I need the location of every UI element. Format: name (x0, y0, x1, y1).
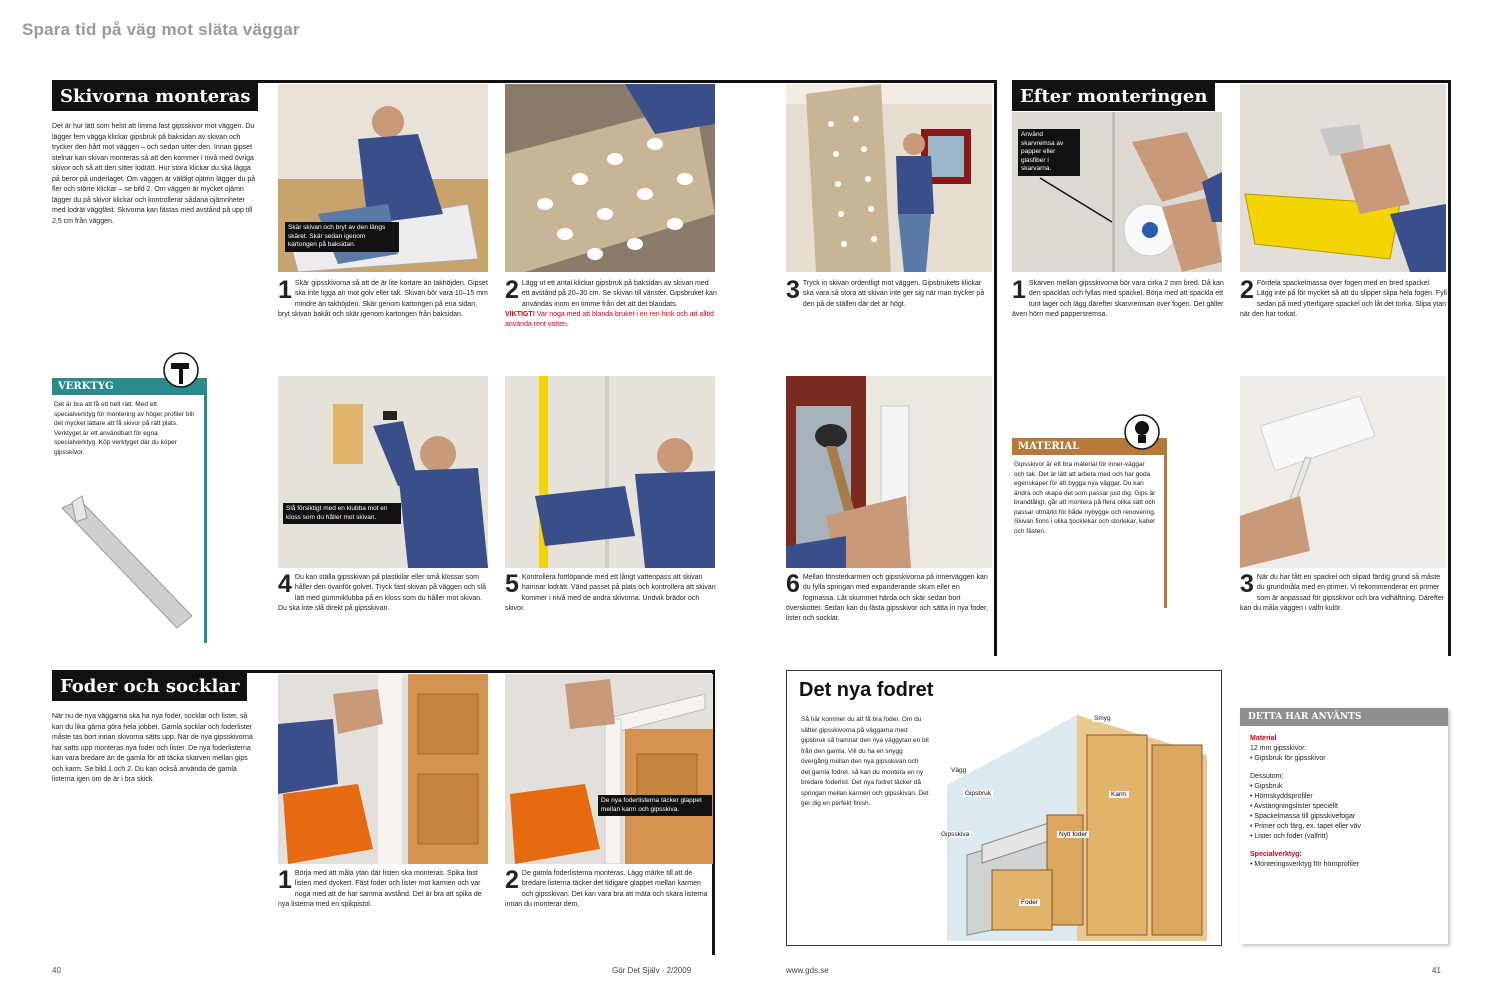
magazine-url: www.gds.se (786, 966, 829, 975)
step-text-6: Mellan fönsterkarmen och gipsskivorna på innerväggen kan du fylla springan med expanderande skum eller en fogmassa. Låt skummet härda och skär sedan bort överskottet. Sedan kan du fästa gipsskivor och sätta in nya foder, lister och socklar. (786, 574, 988, 623)
efter-step-number-3: 3 (1240, 570, 1254, 598)
fodret-box (786, 670, 1222, 946)
caption-step-4 (278, 570, 490, 614)
photo-step-3 (786, 84, 992, 272)
label-nytt-foder: Nytt foder (1059, 831, 1088, 838)
photo-efter-3 (1240, 376, 1446, 568)
used-material-item-1: 12 mm gipsskivor: (1250, 745, 1307, 752)
verktyg-text: Det är bra att få ett helt rätt. Med ett specialverktyg för montering av höger profiler blir det mycket lättare att få skivor på rätt plats. Verktyget är ett användbart för egna specialverktyg. Köp verktyget där du köper gipsskivor. (54, 401, 195, 456)
photo-foder-1 (278, 674, 488, 864)
running-head: Spara tid på väg mot släta väggar (22, 20, 300, 39)
label-foder: Foder (1021, 899, 1038, 906)
step-number-5: 5 (505, 570, 519, 598)
photo-step-6 (786, 376, 992, 568)
caption-step-6 (786, 570, 990, 624)
intro-text-skivorna: Det är hur lätt som helst att limma fast gipsskivor mot väggen. Du lägger fem vägga klickar gipsbruk på baksidan av skivan och trycker den hårt mot väggen – och sedan sitter den. Innan gipset stelnar kan skivan monteras så att den kommer i nivå med övriga skivor och så att den sitter lodrätt. Hur stora klickar du ska lägga på beror på underlaget. Om väggen är väldigt ojämn lägger du på fler och större klickar – se bild 2. Om väggen är mycket ojämn lägger du på skivor klickar och kontrollerar sådana ojämnheter med lodrät väggfäst. Skivorna kan fästas med avstånd på upp till 2,5 cm från väggen. (52, 123, 256, 225)
label-gipsskiva: Gipsskiva (941, 831, 970, 838)
used-other-item-6: • Lister och foder (valfritt) (1250, 833, 1328, 840)
used-other-item-5: • Primer och färg, ex. tapet eller väv (1250, 823, 1362, 830)
callout-step-4: Slå försiktigt med en klubba mot en kloss som du håller mot skivan. (283, 503, 401, 524)
used-other-item-4: • Spackelmassa till gipsskivefogar (1250, 813, 1356, 820)
caption-efter-3 (1240, 570, 1448, 614)
label-smyg: Smyg (1094, 715, 1111, 722)
efter-step-text-1: Skarven mellan gipsskivorna bör vara cirka 2 mm bred. Då kan den spacklas och fyllas med spackel. Börja med att spackla ett tunt lager och lägg därefter skarvremsan över fogen. Det gäller även hörn med pappersremsa. (1012, 280, 1224, 318)
used-special-label: Specialverktyg: (1250, 851, 1302, 858)
used-material-item-2: • Gipsbruk för gipsskivor (1250, 755, 1326, 762)
foder-step-number-2: 2 (505, 866, 519, 894)
step-number-1: 1 (278, 276, 292, 304)
caption-step-5 (505, 570, 717, 614)
step-number-4: 4 (278, 570, 292, 598)
used-list (1240, 726, 1448, 878)
caption-efter-2 (1240, 276, 1448, 320)
efter-step-number-1: 1 (1012, 276, 1026, 304)
used-material-label: Material (1250, 735, 1277, 742)
step-number-3: 3 (786, 276, 800, 304)
step-text-4: Du kan ställa gipsskivan på plastkilar eller små klossar som håller den ovanför golvet. Tryck fast skivan på väggen och slå lätt med gummiklubba på en kloss som du håller mot skivan. Du ska inte slå direkt på gipsskivan. (278, 574, 486, 612)
caption-foder-2 (505, 866, 711, 910)
fodret-title: Det nya fodret (799, 679, 934, 701)
label-gipsbruk: Gipsbruk (965, 790, 992, 797)
hammer-icon (160, 350, 202, 390)
label-karm: Karm (1111, 791, 1127, 798)
caption-foder-1 (278, 866, 490, 910)
step-number-2: 2 (505, 276, 519, 304)
photo-step-5 (505, 376, 715, 568)
used-other-label: Dessutom: (1250, 773, 1284, 780)
used-other-item-2: • Hörnskyddsprofiler (1250, 793, 1313, 800)
caption-efter-1 (1012, 276, 1224, 320)
step-text-5: Kontrollera fortlöpande med ett långt vattenpass att skivan hamnar lodrätt. Vänd passet på plats och kontrollera att skivan kommer i nivå med de andra skivorna. Undvik brädor och skivor. (505, 574, 716, 612)
caption-step-1 (278, 276, 490, 320)
step-number-6: 6 (786, 570, 800, 598)
foder-step-number-1: 1 (278, 866, 292, 894)
section-title-efter: Efter monteringen (1012, 82, 1215, 111)
callout-efter-1: Använd skarvremsa av papper eller glasfiber i skarvarna. (1018, 129, 1080, 176)
caption-step-3 (786, 276, 990, 310)
lightbulb-icon (1122, 412, 1162, 452)
material-box (1012, 438, 1167, 608)
used-title: DETTA HAR ANVÄNTS (1240, 708, 1448, 726)
photo-step-2 (505, 84, 715, 272)
fodret-illustration (927, 695, 1217, 941)
callout-foder-2: De nya foderlisterna täcker glappet mellan karm och gipsskiva. (598, 795, 712, 816)
efter-step-text-2: Fördela spackelmassa över fogen med en bred spackel. Lägg inte på för mycket så att du slipper slipa hela fogen. Fyll sedan på med ytterligare spackel och låt det torka. Slipa ytan när den har torkat. (1240, 280, 1447, 318)
efter-step-number-2: 2 (1240, 276, 1254, 304)
page-number-left: 40 (52, 966, 61, 975)
warning-text: Var noga med att blanda bruket i en ren hink och att alltid använda rent vatten. (505, 310, 714, 329)
material-text: Gipsskivor är ett bra material för inner-väggar och tak. Det är lätt att arbeta med och har goda egenskaper för att bygga nya väggar. Du kan ändra och skapa det som passar just dig. Gips är brandtåligt, går att montera på flera olika sätt och passar utmärkt för både nybygge och renovering. Skivan finns i olika tjocklekar och storlekar, kabel och fästen. (1014, 461, 1156, 535)
step-text-1: Skär gipsskivorna så att de är lite kortare än takhöjden. Gipset ska inte ligga an mot golv eller tak. Skivan bör vara 10–15 mm mindre än takhöjden. Skär genom kartongen på ena sidan, bryt skivan bakåt och skär igenom kartongen från baksidan. (278, 280, 488, 318)
verktyg-box (52, 378, 207, 643)
label-vagg: Vägg (951, 767, 967, 774)
used-special-item-1: • Monteringsverktyg för hörnprofiler (1250, 861, 1360, 868)
material-title: MATERIAL (1012, 438, 1164, 455)
used-other-item-3: • Avstängningslister speciellt (1250, 803, 1338, 810)
step-text-3: Tryck in skivan ordentligt mot väggen. Gipsbrukets klickar ska vara så stora att skivan inte ger sig när man trycker på den på de ställen där det är högt. (802, 280, 985, 308)
magazine-name: Gör Det Själv · 2/2009 (612, 966, 692, 975)
callout-step-1: Skär skivan och bryt av den längs skäret. Skär sedan igenom kartongen på baksidan. (285, 222, 399, 252)
page-number-right: 41 (1432, 966, 1441, 975)
fodret-text: Så här kommer du att få bra foder. Om du sätter gipsskivorna på väggarna med gipsbruk så hamnar den nya väggytan en bit från den gamla. Vill du ha en snygg övergång mellan den nya gipsskivan och det gamla fodret, så kan du montera en ny bredare foderlist. Det nya fodret täcker då springan mellan karmen och gipsskivan. Det ger dig en perfekt finish. (801, 716, 929, 807)
section-title-foder: Foder och socklar (52, 672, 247, 701)
intro-text-foder: När nu de nya väggarna ska ha nya foder, socklar och lister, så kan du lika gärna göra hela jobbet. Gamla socklar och foderlister måste tas bort innan skivorna sätts upp. När de nya gipsskivorna har satts upp monteras nya foder och lister. De nya foderlisterna kan vara bredare än de gamla för att täcka skarven mellan gips och karm. Se bild 1 och 2. Du kan också använda de gamla listerna igen om de är i bra skick. (52, 713, 253, 783)
verktyg-title: VERKTYG (52, 378, 204, 395)
photo-foder-2 (505, 674, 713, 864)
photo-step-4 (278, 376, 488, 568)
used-other-item-1: • Gipsbruk (1250, 783, 1283, 790)
warning-label: VIKTIGT! (505, 310, 535, 318)
efter-step-text-3: När du har fått en spackel och slipad färdig grund så måste du grundmåla med en primer. Vi rekommenderar en primer som är anpassad för gipsskivor och bra vidhäftning. Därefter kan du måla väggen i valfri kulör. (1240, 574, 1445, 612)
caption-step-2 (505, 276, 717, 330)
step-text-2: Lägg ut ett antal klickar gipsbruk på baksidan av skivan med ett avstånd på 20–30 cm. Se skivan till vänster. Gipsbruket kan användas inom en timme från det att det blandats. (521, 280, 717, 308)
foder-step-text-1: Börja med att måla ytan där listen ska monteras. Spika fast listen med dyckert. Fäst foder och lister mot karmen och var noga med att de har samma avstånd. Det är bra att spika de nya listerna med en spikpistol. (278, 870, 482, 908)
tool-illustration (52, 488, 202, 638)
photo-efter-2 (1240, 84, 1446, 272)
section-title-skivorna: Skivorna monteras (52, 82, 258, 111)
callout-arrow (1030, 170, 1120, 230)
foder-step-text-2: De gamla foderlisterna monteras. Lägg märke till att de bredare listerna täcker det tidigare glappet mellan karmen och gipsskivan. Det kan vara bra att mäta och skära listerna innan du monterar dem. (505, 870, 708, 908)
used-box (1240, 708, 1448, 944)
